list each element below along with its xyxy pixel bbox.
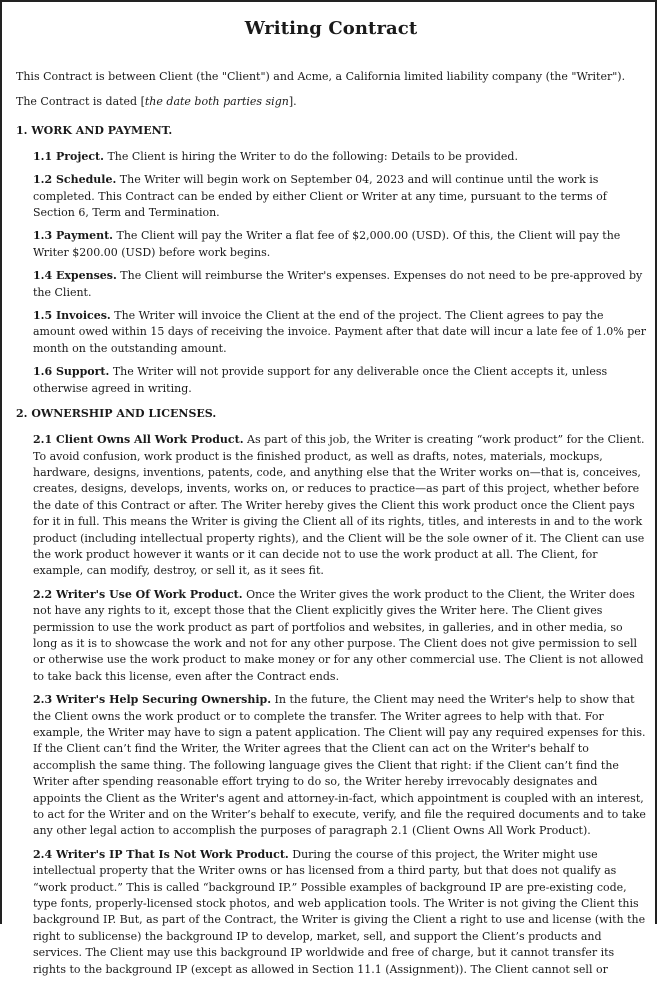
dated-suffix: ].: [288, 95, 297, 109]
clause-2-3: [33, 692, 646, 840]
clause-text: The Writer will begin work on September 04, 2023 and will continue until the work is completed. This Contract can be ended by either Client or Writer at any time, pursuant to the terms of Section 6, Term and Termination.: [33, 173, 607, 220]
clause-text: The Writer will not provide support for any deliverable once the Client accepts it, unless otherwise agreed in writing.: [33, 365, 608, 395]
clause-text: The Client will reimburse the Writer's expenses. Expenses do not need to be pre-approved by the Client.: [33, 269, 643, 299]
clause-text: The Writer will invoice the Client at the end of the project. The Client agrees to pay the amount owed within 15 days of receiving the invoice. Payment after that date will incur a late fee of 1.0% per month on the outstanding amount.: [33, 309, 647, 355]
clause-label: 2.1 Client Owns All Work Product.: [33, 433, 244, 447]
section-heading-work-payment: 1. WORK AND PAYMENT.: [16, 123, 173, 137]
clause-2-2: [33, 587, 646, 685]
clause-label: 1.2 Schedule.: [33, 173, 117, 187]
clause-1-3: [33, 228, 646, 261]
clause-text: The Client will pay the Writer a flat fee of $2,000.00 (USD). Of this, the Client will pay the Writer $200.00 (USD) before work begins.: [33, 229, 621, 259]
clause-1-1: [33, 149, 646, 165]
clause-text: Once the Writer gives the work product to the Client, the Writer does not have any rights to it, except those that the Client explicitly gives the Writer here. The Client gives permission to use the work product as part of portfolios and websites, in galleries, and in other media, so long as it is to showcase the work and not for any other purpose. The Client does not give permission to sell or otherwise use the work product to make money or for any other commercial use. The Client is not allowed to take back this license, even after the Contract ends.: [33, 587, 644, 683]
intro-paragraph: This Contract is between Client (the "Client") and Acme, a California limited liability company (the "Writer").: [16, 70, 626, 83]
clause-2-1: [33, 432, 646, 580]
clause-label: 2.4 Writer's IP That Is Not Work Product.: [33, 847, 289, 861]
section-heading-ownership-licenses: 2. OWNERSHIP AND LICENSES.: [16, 407, 217, 421]
clause-1-4: [33, 268, 646, 301]
document-title: Writing Contract: [244, 18, 418, 39]
clause-label: 1.1 Project.: [33, 149, 104, 163]
clause-label: 1.3 Payment.: [33, 229, 114, 243]
clause-label: 1.5 Invoices.: [33, 309, 111, 323]
dated-placeholder: the date both parties sign: [144, 95, 289, 109]
clause-label: 1.4 Expenses.: [33, 269, 117, 283]
dated-paragraph: [16, 94, 646, 110]
clause-text: As part of this job, the Writer is creating “work product” for the Client. To avoid confusion, work product is the finished product, as well as drafts, notes, materials, mockups, hardware, designs, inventions, patents, code, and anything else that the Writer works on—that is, conceives, creates, designs, develops, invents, works on, or reduces to practice—as part of this project, whether before the date of this Contract or after. The Writer hereby gives the Client this work product once the Client pays for it in full. This means the Writer is giving the Client all of its rights, titles, and interests in and to the work product (including intellectual property rights), and the Client will be the sole owner of it. The Client can use the work product however it wants or it can decide not to use the work product at all. The Client, for example, can modify, destroy, or sell it, as it sees fit.: [33, 433, 645, 578]
clause-text: The Client is hiring the Writer to do the following: Details to be provided.: [103, 149, 518, 163]
contract-document: [16, 18, 646, 985]
clause-text: In the future, the Client may need the Writer's help to show that the Client owns the work product or to complete the transfer. The Writer agrees to help with that. For example, the Writer may have to sign a patent application. The Client will pay any required expenses for this. If the Client can’t find the Writer, the Writer agrees that the Client can act on the Writer's behalf to accomplish the same thing. The following language gives the Client that right: if the Client can’t find the Writer after spending reasonable effort trying to do so, the Writer hereby irrevocably designates and appoints the Client as the Writer's agent and attorney-in-fact, which appointment is coupled with an interest, to act for the Writer and on the Writer’s behalf to execute, verify, and file the required documents and to take any other legal action to accomplish the purposes of paragraph 2.1 (Client Owns All Work Product).: [33, 693, 646, 838]
clause-1-5: [33, 308, 646, 357]
clause-label: 1.6 Support.: [33, 365, 110, 379]
clause-text: During the course of this project, the Writer might use intellectual property that the Writer owns or has licensed from a third party, but that does not qualify as “work product.” This is called “background IP.” Possible examples of background IP are pre-existing code, type fonts, properly-licensed stock photos, and web application tools. The Writer is not giving the Client this background IP. But, as part of the Contract, the Writer is giving the Client a right to use and license (with the right to sublicense) the background IP to develop, market, sell, and support the Client’s products and services. The Client may use this background IP worldwide and free of charge, but it cannot transfer its rights to the background IP (except as allowed in Section 11.1 (Assignment)). The Client cannot sell or: [33, 847, 646, 976]
dated-prefix: The Contract is dated [: [16, 95, 145, 109]
clause-1-6: [33, 364, 646, 397]
clause-label: 2.2 Writer's Use Of Work Product.: [33, 587, 243, 601]
clause-label: 2.3 Writer's Help Securing Ownership.: [33, 693, 272, 707]
clause-2-4: [33, 847, 646, 978]
clause-1-2: [33, 172, 646, 221]
